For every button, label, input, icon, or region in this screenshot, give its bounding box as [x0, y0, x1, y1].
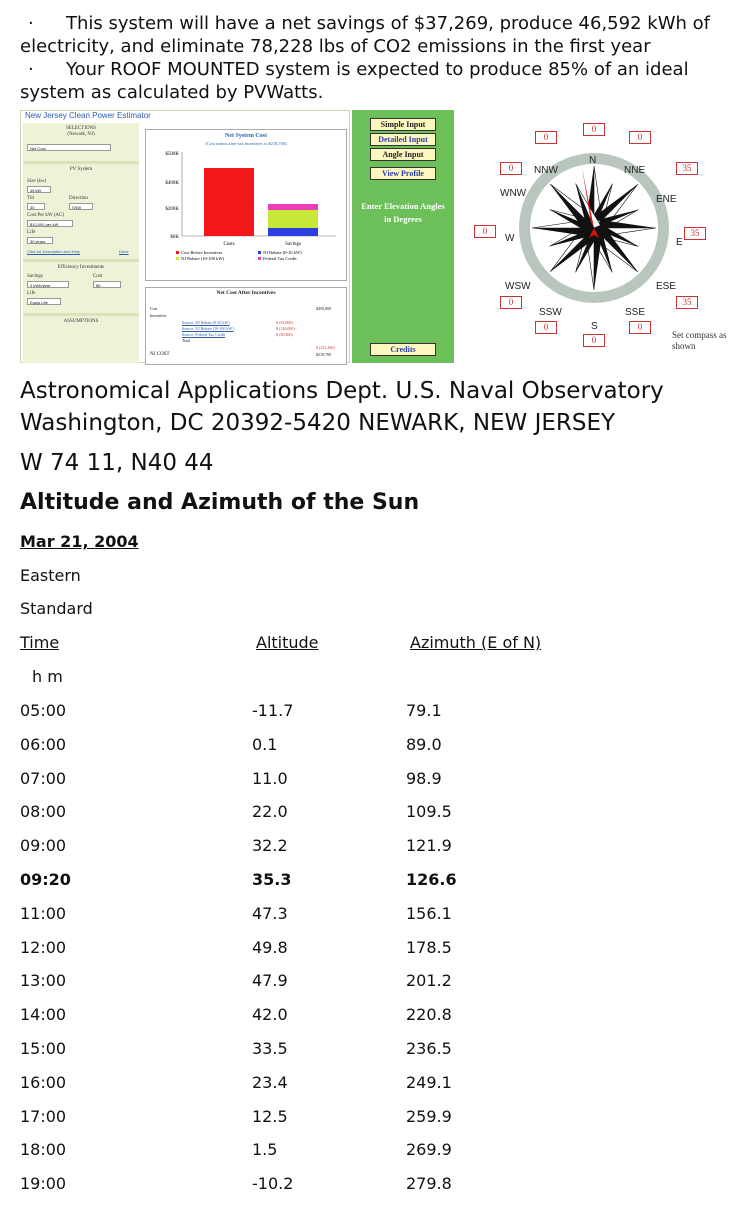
legend-swatch — [258, 251, 261, 254]
direction-label: Direction — [69, 196, 88, 201]
life2-field[interactable]: Equip Life — [27, 298, 61, 305]
timezone-line2: Standard — [20, 599, 93, 618]
divider — [23, 313, 139, 316]
tilt-label: Tilt — [27, 196, 35, 201]
legend-item: Cost Before Incentives — [181, 250, 223, 255]
estimator-sidepanel — [23, 123, 139, 363]
angle-input-button[interactable]: Angle Input — [370, 148, 436, 161]
dir-label-e: E — [676, 237, 683, 248]
cost-row-value: $ (50,300) — [276, 332, 293, 337]
cell-altitude: 12.5 — [252, 1106, 288, 1126]
dir-label-sse: SSE — [625, 307, 646, 318]
input-panel — [352, 110, 454, 363]
legend-item: Federal Tax Credit — [263, 256, 297, 261]
dir-label-nnw: NNW — [534, 165, 558, 176]
compass-panel — [454, 110, 730, 363]
chart-title: Net System Cost — [225, 133, 267, 139]
size-field[interactable]: 45 kW — [27, 186, 51, 193]
cost2-label: Cost — [93, 274, 103, 279]
detailed-input-button[interactable]: Detailed Input — [370, 133, 436, 146]
cell-time: 12:00 — [20, 937, 67, 957]
legend-item: NJ Rebate (0-10 kW) — [263, 250, 302, 255]
life-label: Life — [27, 230, 36, 235]
summary-bullets — [20, 12, 720, 104]
angle-box-ese[interactable]: 35 — [676, 296, 698, 309]
cell-azimuth: 249.1 — [406, 1072, 452, 1092]
cost-row-value: $ (126,000) — [276, 326, 295, 331]
cell-azimuth: 269.9 — [406, 1140, 452, 1160]
cell-altitude: 49.8 — [252, 937, 288, 957]
cell-time: 14:00 — [20, 1005, 67, 1025]
cell-altitude: 1.5 — [252, 1140, 278, 1160]
table-row — [20, 1073, 620, 1103]
table-row — [20, 802, 620, 832]
angle-box-top-left[interactable]: 0 — [535, 131, 557, 144]
dir-label-nne: NNE — [624, 165, 646, 176]
pv-system-label: PV System — [69, 167, 93, 172]
cell-azimuth: 126.6 — [406, 870, 457, 889]
cell-azimuth: 156.1 — [406, 903, 452, 923]
x-label-costs: Costs — [223, 242, 235, 247]
cell-time: 15:00 — [20, 1039, 67, 1058]
cell-time: 11:00 — [20, 903, 67, 923]
dir-label-s: S — [591, 321, 598, 332]
angle-box-w[interactable]: 0 — [474, 225, 496, 238]
cell-azimuth: 178.5 — [406, 937, 452, 957]
dir-label-wsw: WSW — [505, 281, 531, 292]
dir-label-n: N — [589, 155, 597, 166]
legend-swatch — [176, 251, 179, 254]
y-tick-label: $200K — [165, 207, 179, 212]
enter-elevation-text: Enter Elevation Angles in Degrees — [361, 201, 445, 224]
simple-input-button[interactable]: Simple Input — [370, 118, 436, 131]
table-row — [20, 870, 620, 900]
cell-time: 06:00 — [20, 734, 67, 754]
size-label: Size (kw) — [27, 179, 47, 184]
bullet-savings: · This system will have a net savings of $37,269, produce 46,592 kWh of electricity, and eliminate 78,228 lbs of CO2 emissions in the first year — [20, 13, 710, 57]
cell-azimuth: 89.0 — [406, 734, 442, 754]
dir-label-wnw: WNW — [500, 188, 527, 199]
location-label: (Newark, NJ) — [67, 132, 95, 137]
cell-altitude: 23.4 — [252, 1072, 288, 1092]
table-row — [20, 1005, 620, 1035]
cost-field[interactable]: $10,000 per kW — [27, 220, 73, 227]
elevation-angle-tool — [352, 110, 730, 363]
y-tick-label: $500K — [165, 152, 179, 157]
net-system-cost-chart — [145, 129, 347, 281]
net-cost-table — [145, 287, 347, 365]
cell-altitude: 32.2 — [252, 836, 288, 856]
cell-azimuth: 79.1 — [406, 701, 442, 720]
cell-azimuth: 279.8 — [406, 1174, 452, 1194]
cost-row-label: Incentives — [150, 313, 167, 318]
chart-subtitle: (Cost minus after-tax incentives is $218,700) — [205, 141, 287, 146]
bar-federal-tax-credit — [268, 204, 318, 210]
cell-altitude: 0.1 — [252, 734, 278, 754]
table-row — [20, 1140, 620, 1170]
table-row — [20, 735, 620, 765]
angle-box-nne[interactable]: 35 — [676, 162, 698, 175]
cell-time: 13:00 — [20, 971, 67, 991]
bullet-roof-mounted: · Your ROOF MOUNTED system is expected to produce 85% of an ideal system as calculated by PVWatts. — [20, 59, 689, 103]
cell-time: 19:00 — [20, 1174, 67, 1194]
selections-label: SELECTIONS — [66, 126, 96, 131]
cost2-field[interactable]: $0 — [93, 281, 121, 288]
savings-label: Savings — [27, 274, 43, 279]
cost-row-label: Total — [182, 338, 191, 343]
nj-cost-value: $218,700 — [316, 352, 331, 357]
cost-table-title: Net Cost After Incentives — [216, 290, 276, 296]
life2-label: Life — [27, 291, 36, 296]
legend-swatch — [176, 257, 179, 260]
bar-nj-rebate-large — [268, 210, 318, 228]
y-tick-label: $0K — [170, 235, 179, 240]
angle-box-wsw[interactable]: 0 — [500, 296, 522, 309]
description-link[interactable]: Click for Description And Help — [27, 249, 80, 254]
net-cost-select[interactable]: Net Cost — [27, 144, 111, 151]
angle-box-ssw[interactable]: 0 — [535, 321, 557, 334]
observatory-header: Astronomical Applications Dept. U.S. Naval Observatory Washington, DC 20392-5420 NEWARK, NEW JERSEY — [20, 378, 664, 436]
angle-box-nnw[interactable]: 0 — [500, 162, 522, 175]
angle-box-north[interactable]: 0 — [583, 123, 605, 136]
cell-altitude: -10.2 — [252, 1174, 294, 1194]
estimator-title: New Jersey Clean Power Estimator — [25, 111, 151, 120]
cell-altitude: 33.5 — [252, 1039, 288, 1058]
clean-power-estimator — [20, 110, 350, 363]
x-label-savings: Savings — [285, 242, 301, 247]
cell-time: 05:00 — [20, 701, 67, 720]
cell-azimuth: 121.9 — [406, 836, 452, 856]
cell-azimuth: 201.2 — [406, 971, 452, 991]
nj-cost-label: NJ COST — [150, 352, 170, 357]
angle-box-s[interactable]: 0 — [583, 334, 605, 347]
cell-time: 18:00 — [20, 1140, 67, 1160]
cost-row-label: Cost — [150, 306, 158, 311]
legend-swatch — [258, 257, 261, 260]
cost-row-value: $ (55,000) — [276, 320, 293, 325]
savings-field[interactable]: 0 kWh/year — [27, 281, 69, 288]
cell-time: 07:00 — [20, 768, 67, 788]
efficiency-label: Efficiency Investments — [57, 265, 105, 270]
view-profile-button[interactable]: View Profile — [370, 167, 436, 180]
table-row — [20, 836, 620, 866]
table-row — [20, 1174, 620, 1204]
set-compass-note: Set compass as shown — [672, 330, 727, 351]
cell-altitude: 47.9 — [252, 971, 288, 991]
cell-time: 08:00 — [20, 802, 67, 822]
header-azimuth: Azimuth (E of N) — [410, 633, 542, 652]
cost-row-label[interactable]: Source: NJ Rebate (0-10 kW) — [182, 320, 230, 325]
time-units: h m — [32, 667, 63, 686]
credits-button[interactable]: Credits — [370, 343, 436, 356]
embedded-screenshots — [20, 110, 730, 363]
angle-box-e[interactable]: 35 — [684, 227, 706, 240]
table-row — [20, 938, 620, 968]
cell-azimuth: 259.9 — [406, 1106, 452, 1126]
coordinates: W 74 11, N40 44 — [20, 450, 214, 476]
done-link[interactable]: Done — [119, 249, 129, 254]
life-field[interactable]: 30 years — [27, 237, 53, 244]
header-time: Time — [20, 633, 60, 652]
cost-row-value: $450,000 — [316, 306, 331, 311]
cell-time: 17:00 — [20, 1106, 67, 1126]
tilt-field[interactable]: 30 — [27, 203, 45, 210]
cost-row-label[interactable]: Source: NJ Rebate (10-100 kW) — [182, 326, 234, 331]
bar-cost-before-incentives — [204, 168, 254, 236]
cell-azimuth: 220.8 — [406, 1005, 452, 1025]
divider — [23, 161, 139, 164]
cell-altitude: 11.0 — [252, 768, 288, 788]
cost-row-value: $ (231,300) — [316, 345, 335, 350]
date: Mar 21, 2004 — [20, 532, 139, 551]
assumptions-label: ASSUMPTIONS — [63, 319, 99, 324]
cell-altitude: 35.3 — [252, 870, 292, 889]
header-altitude: Altitude — [256, 633, 319, 652]
legend-item: NJ Rebate (10-100 kW) — [181, 256, 225, 261]
cost-label: Cost Per kW (AC) — [27, 213, 64, 218]
table-row — [20, 1107, 620, 1137]
timezone-line1: Eastern — [20, 566, 81, 585]
table-row — [20, 1039, 620, 1069]
table-row — [20, 701, 620, 731]
angle-box-sse[interactable]: 0 — [629, 321, 651, 334]
divider — [23, 259, 139, 262]
table-row — [20, 971, 620, 1001]
cell-time: 16:00 — [20, 1072, 67, 1092]
cost-row-label[interactable]: Source: Federal Tax Credit — [182, 332, 226, 337]
bar-nj-rebate-small — [268, 228, 318, 236]
dir-label-ssw: SSW — [539, 307, 562, 318]
cell-azimuth: 109.5 — [406, 802, 452, 822]
cell-altitude: 22.0 — [252, 802, 288, 822]
cost-chart-svg — [146, 130, 346, 280]
angle-box-top-right[interactable]: 0 — [629, 131, 651, 144]
y-tick-label: $400K — [165, 181, 179, 186]
direction-field[interactable]: SSW — [69, 203, 93, 210]
dir-label-w: W — [505, 233, 515, 244]
cell-time: 09:20 — [20, 870, 71, 889]
table-row — [20, 769, 620, 799]
table-row — [20, 904, 620, 934]
cell-altitude: 42.0 — [252, 1005, 288, 1025]
page-title: Altitude and Azimuth of the Sun — [20, 490, 420, 515]
cell-azimuth: 236.5 — [406, 1039, 452, 1058]
cell-altitude: -11.7 — [252, 701, 294, 720]
cell-azimuth: 98.9 — [406, 768, 442, 788]
dir-label-ese: ESE — [656, 281, 677, 292]
cell-time: 09:00 — [20, 836, 67, 856]
dir-label-ene: ENE — [656, 194, 677, 205]
cell-altitude: 47.3 — [252, 903, 288, 923]
